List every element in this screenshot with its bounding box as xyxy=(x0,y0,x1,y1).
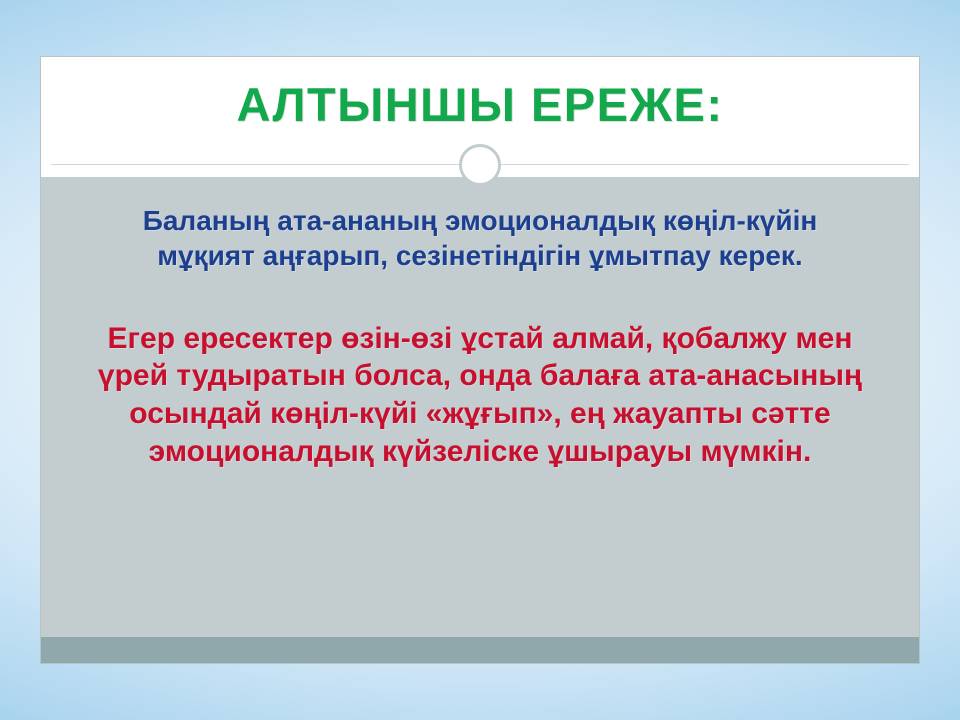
page-title: АЛТЫНШЫ ЕРЕЖЕ: xyxy=(236,78,724,132)
slide-paragraph-secondary: Егер ересектер өзін-өзі ұстай алмай, қобалжу мен үрей тудыратын болса, онда балаға ата-анасының осындай көңіл-күйі «жұғып», ең жауапты сәтте эмоционалдық күйзеліске ұшырауы мүмкін. xyxy=(97,321,863,468)
slide-body-panel xyxy=(41,177,919,637)
slide-title-band xyxy=(41,57,919,153)
slide-footer-strip xyxy=(41,637,919,663)
slide-card xyxy=(40,56,920,664)
divider xyxy=(41,153,919,177)
circle-divider-icon xyxy=(459,144,501,186)
slide-paragraph-primary: Баланың ата-ананың эмоционалдық көңіл-күйін мұқият аңғарып, сезінетіндігін ұмытпау керек. xyxy=(142,205,818,272)
